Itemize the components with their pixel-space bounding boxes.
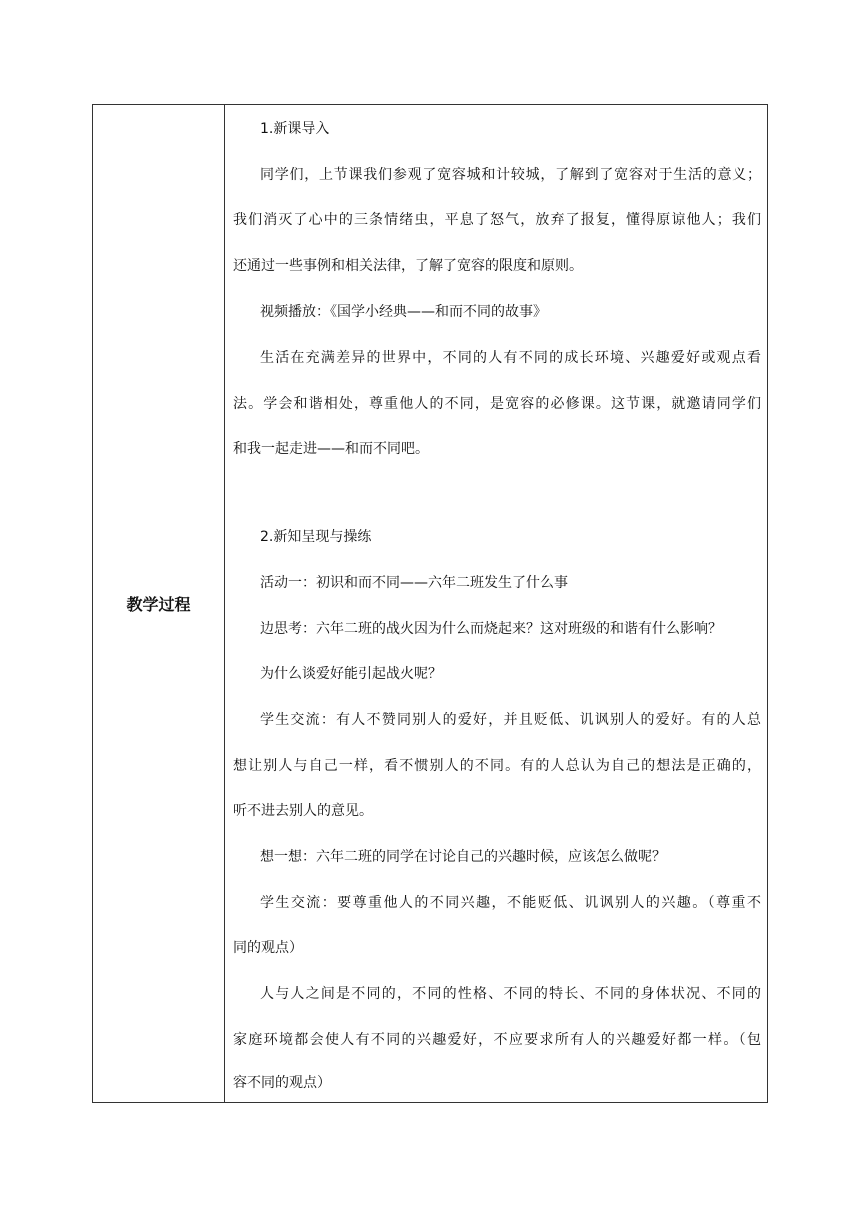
paragraph-line: 人与人之间是不同的，不同的性格、不同的特长、不同的身体状况、不同的 xyxy=(260,986,761,1002)
paragraph-line: 学生交流：有人不赞同别人的爱好，并且贬低、讥讽别人的爱好。有的人总 xyxy=(260,712,761,728)
section-label-cell xyxy=(93,105,225,1102)
paragraph-line: 想让别人与自己一样，看不惯别人的不同。有的人总认为自己的想法是正确的， xyxy=(233,758,761,774)
paragraph-line: 我们消灭了心中的三条情绪虫，平息了怒气，放弃了报复，懂得原谅他人；我们 xyxy=(233,212,761,228)
subheading-new-lesson-intro: 1.新课导入 xyxy=(260,121,330,137)
paragraph-line: 为什么谈爱好能引起战火呢？ xyxy=(260,666,442,682)
section-content-cell xyxy=(225,105,767,1102)
paragraph-line: 同学们，上节课我们参观了宽容城和计较城，了解到了宽容对于生活的意义； xyxy=(260,167,761,183)
paragraph-line: 听不进去别人的意见。 xyxy=(233,803,373,819)
paragraph-line: 生活在充满差异的世界中，不同的人有不同的成长环境、兴趣爱好或观点看 xyxy=(260,350,761,366)
paragraph-line: 和我一起走进——和而不同吧。 xyxy=(233,441,429,457)
paragraph-line: 同的观点） xyxy=(233,940,303,956)
lesson-table xyxy=(92,104,768,1103)
paragraph-line: 学生交流：要尊重他人的不同兴趣，不能贬低、讥讽别人的兴趣。（尊重不 xyxy=(260,895,761,911)
subheading-new-knowledge: 2.新知呈现与操练 xyxy=(260,529,372,545)
paragraph-line: 还通过一些事例和相关法律，了解了宽容的限度和原则。 xyxy=(233,258,583,274)
paragraph-line: 家庭环境都会使人有不同的兴趣爱好，不应要求所有人的兴趣爱好都一样。（包 xyxy=(233,1032,761,1048)
paragraph-line: 容不同的观点） xyxy=(233,1075,331,1091)
section-label: 教学过程 xyxy=(126,595,191,614)
paragraph-line: 视频播放：《国学小经典——和而不同的故事》 xyxy=(260,304,547,320)
paragraph-line: 想一想：六年二班的同学在讨论自己的兴趣时候，应该怎么做呢？ xyxy=(260,849,666,865)
paragraph-line: 法。学会和谐相处，尊重他人的不同，是宽容的必修课。这节课，就邀请同学们 xyxy=(233,396,761,412)
paragraph-line: 活动一：初识和而不同——六年二班发生了什么事 xyxy=(260,575,568,591)
paragraph-line: 边思考：六年二班的战火因为什么而烧起来？这对班级的和谐有什么影响？ xyxy=(260,621,722,637)
